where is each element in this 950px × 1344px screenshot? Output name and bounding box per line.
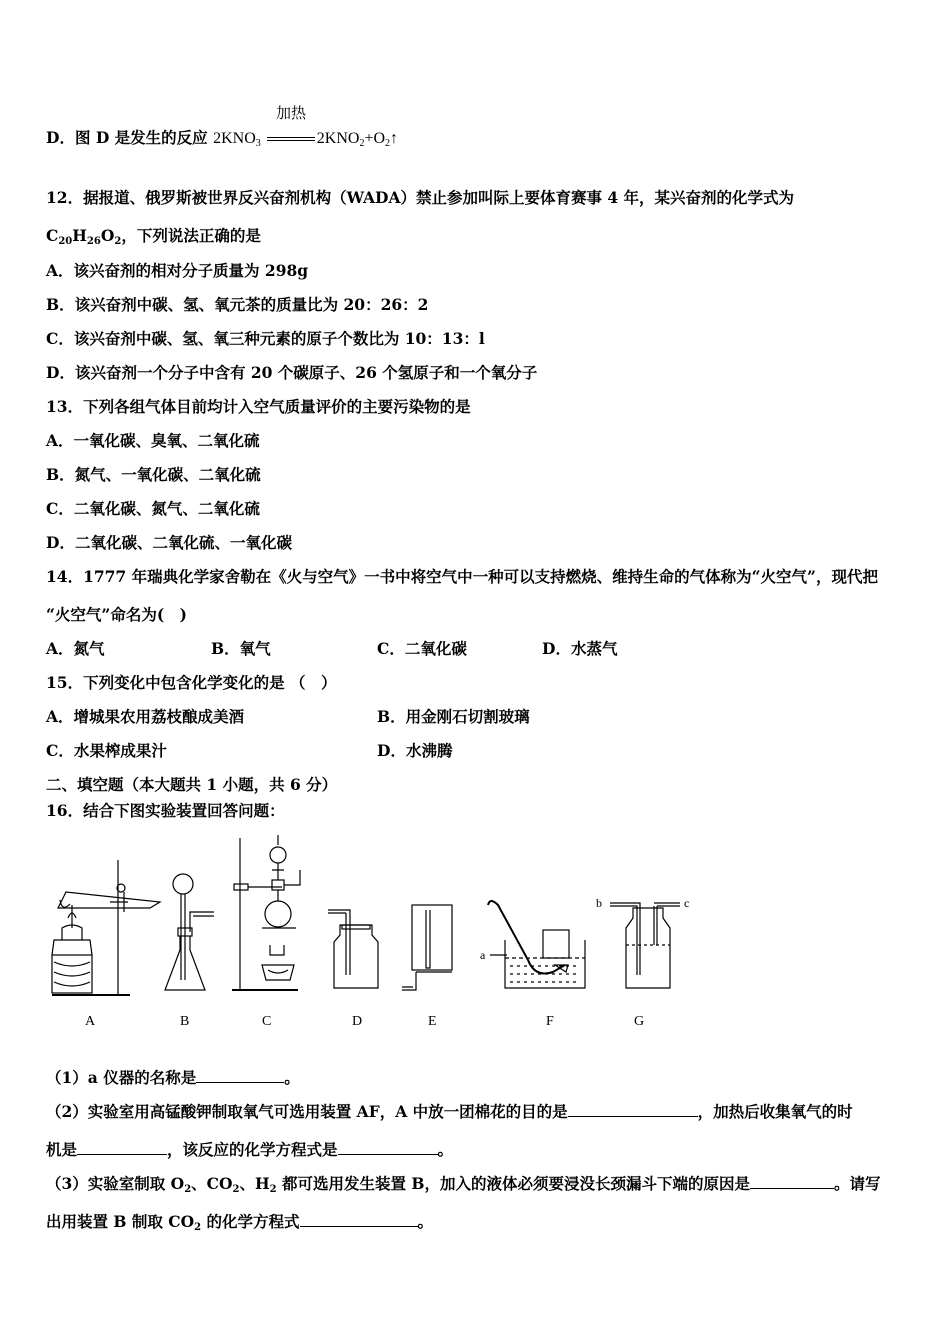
q16-part3-line2 xyxy=(46,1210,433,1233)
answer-blank-5[interactable] xyxy=(750,1174,834,1189)
q16-part3-text-d: 都可选用发生装置 B，加入的液体必须要浸没长颈漏斗下端的原因是 xyxy=(276,1174,750,1193)
q16-part2-line1 xyxy=(46,1100,853,1122)
q14-option-d: D．水蒸气 xyxy=(542,639,618,658)
answer-blank-6[interactable] xyxy=(300,1212,418,1227)
q16-part3-text-f: 出用装置 B 制取 CO xyxy=(46,1212,195,1231)
q16-part2-text-d: ，该反应的化学方程式是 xyxy=(167,1140,338,1159)
q16-part3-sub-a: 2 xyxy=(184,1184,192,1195)
formula-h-sub: 26 xyxy=(86,236,101,247)
apparatus-label-f: F xyxy=(546,1014,554,1029)
q12-option-d: D．该兴奋剂一个分子中含有 20 个碳原子、26 个氢原子和一个氧分子 xyxy=(46,363,538,382)
q14-stem-line1: 14．1777 年瑞典化学家舍勒在《火与空气》一书中将空气中一种可以支持燃烧、维持生命的气体称为“火空气”，现代把 xyxy=(46,567,878,586)
q15-stem: 15．下列变化中包含化学变化的是 （ ） xyxy=(46,673,337,692)
equation-condition: 加热 xyxy=(276,104,307,122)
q14-option-c: C．二氧化碳 xyxy=(377,639,467,658)
apparatus-c xyxy=(232,835,300,990)
q15-option-c: C．水果榨成果汁 xyxy=(46,741,167,760)
q16-part3-text-a: （3）实验室制取 O xyxy=(46,1174,185,1193)
q16-part3-sub-f: 2 xyxy=(194,1222,202,1233)
answer-blank-1[interactable] xyxy=(196,1068,284,1083)
q15-option-d: D．水沸腾 xyxy=(377,741,453,760)
apparatus-label-d: D xyxy=(352,1014,363,1029)
q15-option-a: A．增城果农用荔枝酿成美酒 xyxy=(46,707,245,726)
q16-part2-text-c: 机是 xyxy=(46,1140,78,1159)
formula-o: O xyxy=(100,226,115,245)
apparatus-label-a: A xyxy=(85,1014,96,1029)
formula-h: H xyxy=(72,226,87,245)
q16-part3-line1 xyxy=(46,1172,881,1195)
part-label-a: a xyxy=(480,948,486,962)
q14-stem-line2: “火空气”命名为( ) xyxy=(46,605,187,624)
q12-stem2: ，下列说法正确的是 xyxy=(121,226,261,245)
apparatus-label-c: C xyxy=(262,1014,272,1029)
apparatus-label-g: G xyxy=(634,1014,645,1029)
q16-stem: 16．结合下图实验装置回答问题： xyxy=(46,801,285,820)
q12-option-c: C．该兴奋剂中碳、氢、氧三种元素的原子个数比为 10：13：l xyxy=(46,329,485,348)
apparatus-a xyxy=(52,860,160,995)
q11-option-d-label: D．图 D 是发生的反应 xyxy=(46,128,208,147)
q13-stem: 13．下列各组气体目前均计入空气质量评价的主要污染物的是 xyxy=(46,397,471,416)
q12-option-b: B．该兴奋剂中碳、氢、氧元茶的质量比为 20：26：2 xyxy=(46,295,429,314)
apparatus-d xyxy=(328,910,378,988)
q16-part2-line2 xyxy=(46,1138,453,1160)
q16-part1-text: （1）a 仪器的名称是 xyxy=(46,1068,197,1087)
answer-blank-4[interactable] xyxy=(338,1140,438,1155)
formula-o-sub: 2 xyxy=(114,236,122,247)
q14-option-b: B．氧气 xyxy=(211,639,271,658)
q16-part2-text-b: ，加热后收集氧气的时 xyxy=(697,1102,853,1121)
q16-part2-text-a: （2）实验室用高锰酸钾制取氧气可选用装置 AF，A 中放一团棉花的目的是 xyxy=(46,1102,568,1121)
q14-option-a: A．氮气 xyxy=(46,639,105,658)
apparatus-g xyxy=(610,903,680,988)
equation-rhs1-sub: 2 xyxy=(359,138,365,149)
part-label-b: b xyxy=(596,896,602,910)
equation-rhs2-sub: 2 xyxy=(385,138,391,149)
q15-option-b: B．用金刚石切割玻璃 xyxy=(377,707,530,726)
q16-part3-end: 。 xyxy=(417,1212,434,1231)
q13-option-a: A．一氧化碳、臭氧、二氧化硫 xyxy=(46,431,260,450)
equation-lhs: 2KNO xyxy=(213,130,256,147)
answer-blank-3[interactable] xyxy=(77,1140,167,1155)
equation-lhs-sub: 3 xyxy=(255,138,261,149)
part-label-c: c xyxy=(684,896,690,910)
q16-part3-text-b: 、CO xyxy=(191,1174,233,1193)
q12-stem-line1: 12．据报道、俄罗斯被世界反兴奋剂机构（WADA）禁止参加叫际上要体育赛事 4 年，某兴奋剂的化学式为 xyxy=(46,188,795,207)
q16-part3-sub-b: 2 xyxy=(232,1184,240,1195)
q16-part3-text-e: 。请写 xyxy=(834,1174,881,1193)
formula-c: C xyxy=(46,226,59,245)
apparatus-b xyxy=(165,874,214,990)
q16-part1-end: 。 xyxy=(284,1068,300,1087)
apparatus-e xyxy=(402,905,452,990)
q13-option-c: C．二氧化碳、氮气、二氧化硫 xyxy=(46,499,260,518)
apparatus-label-e: E xyxy=(428,1014,437,1029)
q16-part3-text-g: 的化学方程式 xyxy=(201,1212,300,1231)
q13-option-b: B．氮气、一氧化碳、二氧化硫 xyxy=(46,465,261,484)
apparatus-f xyxy=(488,901,585,988)
q13-option-d: D．二氧化碳、二氧化硫、一氧化碳 xyxy=(46,533,292,552)
q16-part3-text-c: 、H xyxy=(239,1174,270,1193)
answer-blank-2[interactable] xyxy=(568,1102,698,1117)
apparatus-label-b: B xyxy=(180,1014,190,1029)
equation-rhs1: 2KNO xyxy=(316,130,360,147)
q16-part3-sub-c: 2 xyxy=(269,1184,277,1195)
equation-gas-arrow: ↑ xyxy=(390,130,399,147)
q16-part1 xyxy=(46,1066,300,1088)
formula-c-sub: 20 xyxy=(58,236,73,247)
q16-part2-end: 。 xyxy=(437,1140,454,1159)
q12-option-a: A．该兴奋剂的相对分子质量为 298g xyxy=(46,261,309,280)
section-heading: 二、填空题（本大题共 1 小题，共 6 分） xyxy=(46,775,338,794)
equation-rhs2: +O xyxy=(364,130,386,147)
